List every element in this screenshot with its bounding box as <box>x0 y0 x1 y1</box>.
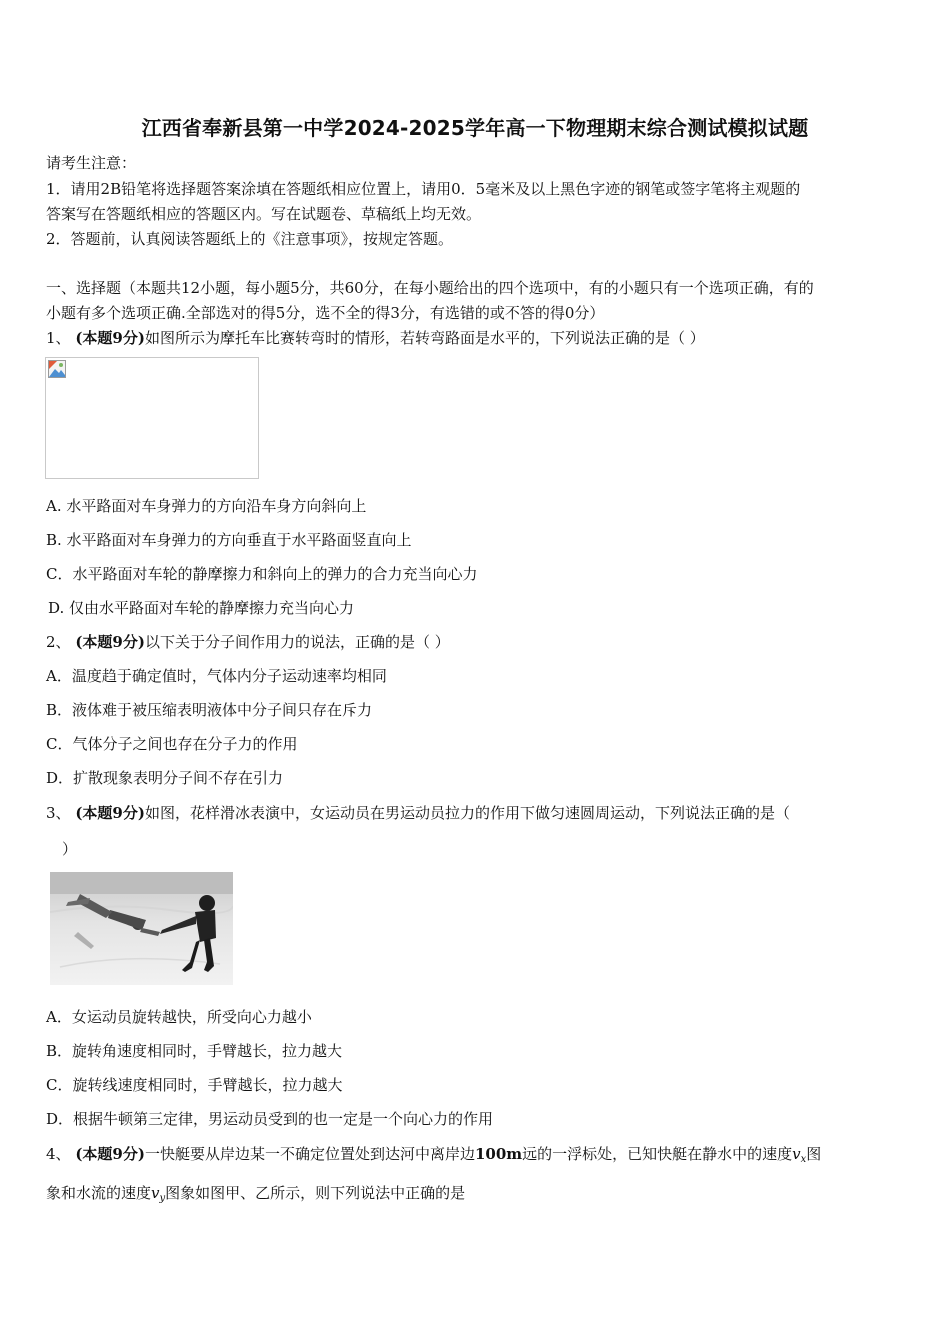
question-text: 远的一浮标处，已知快艇在静水中的速度 <box>522 1145 793 1163</box>
broken-image-icon <box>48 360 66 378</box>
question-score: (本题9分) <box>75 329 145 347</box>
question-3-option-d: D．根据牛顿第三定律，男运动员受到的也一定是一个向心力的作用 <box>46 1110 494 1128</box>
question-number: 4、 <box>46 1145 76 1163</box>
question-text: 图象如图甲、乙所示，则下列说法中正确的是 <box>165 1184 466 1202</box>
figure-skating-image <box>50 872 233 985</box>
question-3-stem <box>46 802 790 823</box>
velocity-symbol: v <box>151 1184 160 1202</box>
question-number: 3、 <box>46 804 76 822</box>
question-text: 以下关于分子间作用力的说法，正确的是（ ） <box>144 633 450 651</box>
section-instructions-line-b: 小题有多个选项正确.全部选对的得5分，选不全的得3分，有选错的或不答的得0分） <box>46 304 605 322</box>
question-2-option-d: D．扩散现象表明分子间不存在引力 <box>46 769 284 787</box>
figure-skating-photo <box>50 872 233 985</box>
velocity-subscript-y: y <box>159 1193 166 1204</box>
section-instructions-line-a: 一、选择题（本题共12小题，每小题5分，共60分，在每小题给出的四个选项中，有的小题只有一个选项正确，有的 <box>46 279 814 297</box>
question-1-figure-placeholder <box>45 357 259 479</box>
notice-header: 请考生注意： <box>46 154 137 172</box>
question-text: 如图，花样滑冰表演中，女运动员在男运动员拉力的作用下做匀速圆周运动，下列说法正确的是（ <box>144 804 790 822</box>
question-text: 象和水流的速度 <box>46 1184 152 1202</box>
question-text: 一快艇要从岸边某一不确定位置处到达河中离岸边 <box>144 1145 475 1163</box>
question-1-stem <box>46 327 705 348</box>
question-3-option-c: C．旋转线速度相同时，手臂越长，拉力越大 <box>46 1076 343 1094</box>
question-4-stem-line-b <box>46 1182 465 1204</box>
question-score: (本题9分) <box>75 804 145 822</box>
question-3-stem-end: ） <box>62 840 78 858</box>
question-2-option-c: C．气体分子之间也存在分子力的作用 <box>46 735 298 753</box>
question-1-option-a: A. 水平路面对车身弹力的方向沿车身方向斜向上 <box>46 497 367 515</box>
question-4-stem-line-a <box>46 1143 821 1165</box>
distance-value: 100m <box>474 1145 523 1163</box>
question-score: (本题9分) <box>75 1145 145 1163</box>
question-3-option-b: B．旋转角速度相同时，手臂越长，拉力越大 <box>46 1042 343 1060</box>
notice-1-line-b: 答案写在答题纸相应的答题区内。写在试题卷、草稿纸上均无效。 <box>46 205 482 223</box>
velocity-subscript-x: x <box>800 1154 807 1165</box>
question-2-option-a: A．温度趋于确定值时，气体内分子运动速率均相同 <box>46 667 387 685</box>
question-number: 2、 <box>46 633 76 651</box>
velocity-symbol: v <box>792 1145 801 1163</box>
question-number: 1、 <box>46 329 76 347</box>
question-text: 图 <box>806 1145 822 1163</box>
question-2-stem <box>46 631 450 652</box>
question-3-option-a: A．女运动员旋转越快，所受向心力越小 <box>46 1008 312 1026</box>
question-1-option-d: D. 仅由水平路面对车轮的静摩擦力充当向心力 <box>48 599 355 617</box>
notice-2: 2．答题前，认真阅读答题纸上的《注意事项》，按规定答题。 <box>46 230 454 248</box>
question-2-option-b: B．液体难于被压缩表明液体中分子间只存在斥力 <box>46 701 373 719</box>
question-1-option-b: B. 水平路面对车身弹力的方向垂直于水平路面竖直向上 <box>46 531 412 549</box>
page-title: 江西省奉新县第一中学2024-2025学年高一下物理期末综合测试模拟试题 <box>141 116 809 140</box>
question-text: 如图所示为摩托车比赛转弯时的情形，若转弯路面是水平的，下列说法正确的是（ ） <box>144 329 705 347</box>
notice-1-line-a: 1．请用2B铅笔将选择题答案涂填在答题纸相应位置上，请用0．5毫米及以上黑色字迹的钢笔或签字笔将主观题的 <box>46 180 801 198</box>
question-1-option-c: C．水平路面对车轮的静摩擦力和斜向上的弹力的合力充当向心力 <box>46 565 478 583</box>
question-score: (本题9分) <box>75 633 145 651</box>
